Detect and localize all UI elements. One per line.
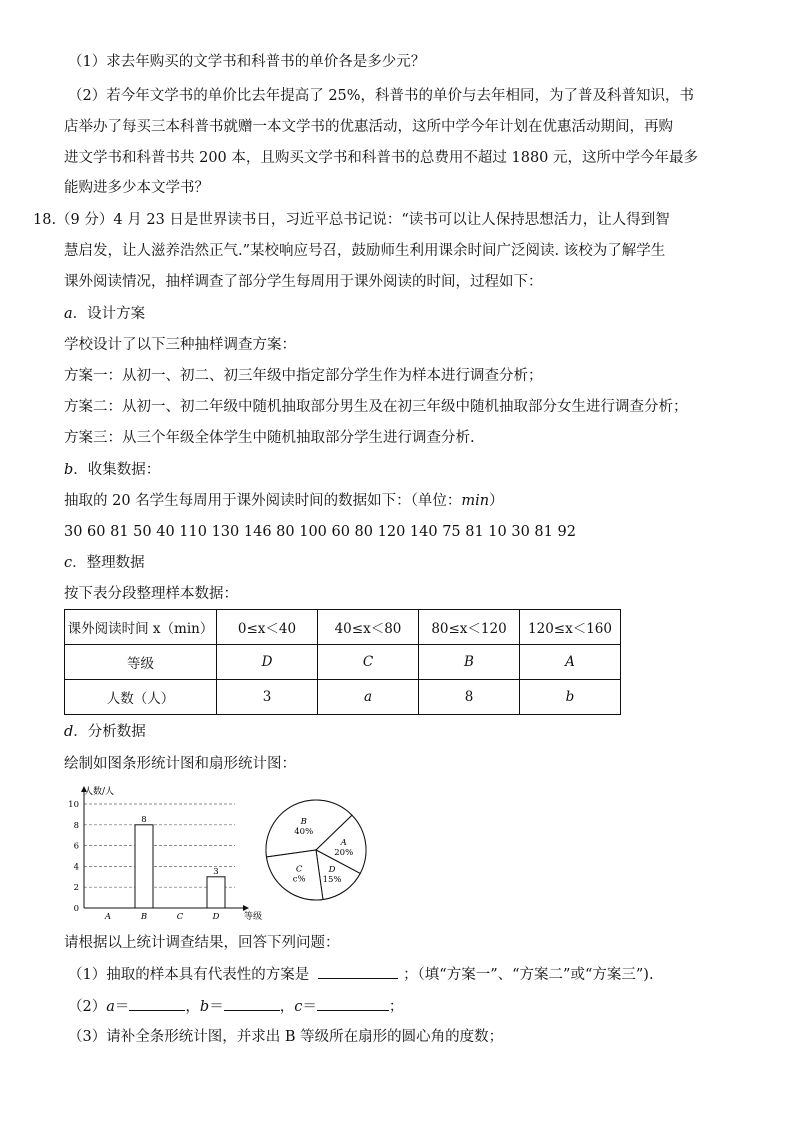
bar — [135, 825, 153, 908]
table-cell: 0≤x＜40 — [217, 610, 318, 645]
sub-question-3: （3）请补全条形统计图，并求出 B 等级所在扇形的圆心角的度数； — [68, 1029, 504, 1045]
section-a-desc: 学校设计了以下三种抽样调查方案： — [64, 337, 296, 353]
x-tick-label: A — [104, 912, 112, 922]
x-axis-arrow — [243, 905, 249, 911]
section-d-heading — [64, 722, 146, 742]
x-tick-label: C — [176, 912, 184, 922]
y-tick-label: 6 — [73, 841, 79, 852]
table-cell: a — [318, 680, 419, 715]
section-letter: a — [64, 306, 73, 322]
desc-text: 抽取的 20 名学生每周用于课外阅读时间的数据如下：（单位： — [64, 493, 462, 509]
section-c-heading — [64, 553, 145, 573]
answer-blank-b[interactable] — [224, 996, 280, 1011]
pie-slice-value: 20% — [334, 848, 354, 859]
var-b: b — [199, 999, 210, 1015]
pie-slice-value: c% — [292, 874, 306, 885]
bar — [207, 877, 225, 908]
x-axis-label: 等级 — [244, 912, 263, 922]
sub-question-2: （2）a＝ ，b＝ ，c＝ ； — [68, 996, 403, 1017]
table-row-range — [65, 610, 621, 645]
table-row-grade — [65, 645, 621, 680]
y-axis-label: 人数/人 — [84, 787, 115, 797]
sub2-prefix: （2） — [68, 999, 107, 1015]
y-tick-label: 4 — [73, 862, 79, 873]
data-table — [64, 609, 621, 715]
table-cell-header: 课外阅读时间 x（min） — [65, 610, 217, 645]
table-cell: B — [419, 645, 520, 680]
x-tick-label: B — [140, 912, 148, 922]
sub1-hint: ；（填“方案一”、“方案二”或“方案三”). — [403, 967, 654, 983]
q17-part2-line2: 店举办了每买三本科普书就赠一本文学书的优惠活动，这所中学今年计划在优惠活动期间，再购 — [64, 119, 673, 135]
bar-chart — [55, 780, 270, 925]
answer-blank-a[interactable] — [129, 996, 185, 1011]
y-tick-label: 2 — [73, 883, 79, 894]
table-cell: 3 — [217, 680, 318, 715]
section-b-heading — [64, 460, 160, 480]
sub1-text: （1）抽取的样本具有代表性的方案是 — [68, 967, 310, 983]
section-title: ．整理数据 — [72, 555, 145, 571]
pie-slice-label: C — [295, 864, 303, 875]
section-c-desc: 按下表分段整理样本数据： — [64, 586, 238, 602]
y-tick-label: 0 — [73, 904, 79, 914]
pie-slice-label: B — [300, 816, 307, 827]
pie-slice-label: D — [328, 864, 336, 875]
table-cell: 8 — [419, 680, 520, 715]
plan-2: 方案二：从初一、初二年级中随机抽取部分男生及在初三年级中随机抽取部分女生进行调查分析； — [64, 399, 688, 415]
q18-intro-line1: 18.（9 分）4 月 23 日是世界读书日，习近平总书记说：“读书可以让人保持思想活力，让人得到智 — [33, 212, 670, 228]
section-title: ．收集数据： — [73, 462, 161, 478]
plan-1: 方案一：从初一、初二、初三年级中指定部分学生作为样本进行调查分析； — [64, 368, 543, 384]
section-a-heading — [64, 304, 145, 324]
answer-blank-plan[interactable] — [318, 964, 398, 979]
var-c: c — [294, 999, 303, 1015]
section-title: ．设计方案 — [72, 306, 146, 322]
desc-close: ） — [489, 493, 504, 509]
q17-part1: （1）求去年购买的文学书和科普书的单价各是多少元？ — [68, 54, 426, 70]
section-title: ．分析数据 — [73, 724, 146, 740]
unit: min — [461, 493, 490, 509]
x-tick-label: D — [212, 912, 220, 922]
section-d-desc: 绘制如图条形统计图和扇形统计图： — [64, 756, 296, 772]
var-a: a — [106, 999, 115, 1015]
table-cell-header: 人数（人） — [65, 680, 217, 715]
q17-part2-line1: （2）若今年文学书的单价比去年提高了 25%，科普书的单价与去年相同，为了普及科普知识，书 — [68, 88, 695, 104]
table-cell: 80≤x＜120 — [419, 610, 520, 645]
pie-slice-label: A — [340, 838, 347, 849]
q18-intro-line3: 课外阅读情况，抽样调查了部分学生每周用于课外阅读的时间，过程如下： — [64, 274, 543, 290]
raw-data-line: 30 60 81 50 40 110 130 146 80 100 60 80 120 140 75 81 10 30 81 92 — [64, 524, 576, 540]
table-cell: b — [520, 680, 621, 715]
q18-intro-line2: 慧启发，让人滋养浩然正气.”某校响应号召，鼓励师生利用课余时间广泛阅读. 该校为了解学生 — [64, 243, 666, 259]
section-letter: b — [64, 462, 74, 478]
table-cell: D — [217, 645, 318, 680]
table-row-count — [65, 680, 621, 715]
bar-data-label: 3 — [213, 866, 219, 877]
y-tick-label: 10 — [68, 800, 79, 810]
section-letter: c — [64, 555, 73, 571]
sub-question-1 — [68, 964, 654, 985]
q17-part2-line3: 进文学书和科普书共 200 本，且购买文学书和科普书的总费用不超过 1880 元，这所中学今年最多 — [64, 150, 699, 166]
table-cell: C — [318, 645, 419, 680]
plan-3: 方案三：从三个年级全体学生中随机抽取部分学生进行调查分析. — [64, 430, 475, 446]
answer-blank-c[interactable] — [317, 996, 389, 1011]
table-cell: 40≤x＜80 — [318, 610, 419, 645]
section-b-desc — [64, 491, 504, 511]
pie-slice-value: 40% — [294, 826, 314, 837]
table-cell: 120≤x＜160 — [520, 610, 621, 645]
section-letter: d — [64, 724, 74, 740]
y-tick-label: 8 — [73, 820, 79, 831]
q17-part2-line4: 能购进多少本文学书？ — [64, 180, 209, 196]
pie-chart — [262, 796, 372, 906]
bar-data-label: 8 — [141, 814, 147, 825]
pie-slice-value: 15% — [322, 874, 342, 885]
table-cell-header: 等级 — [65, 645, 217, 680]
questions-intro: 请根据以上统计调查结果，回答下列问题： — [64, 935, 340, 951]
table-cell: A — [520, 645, 621, 680]
